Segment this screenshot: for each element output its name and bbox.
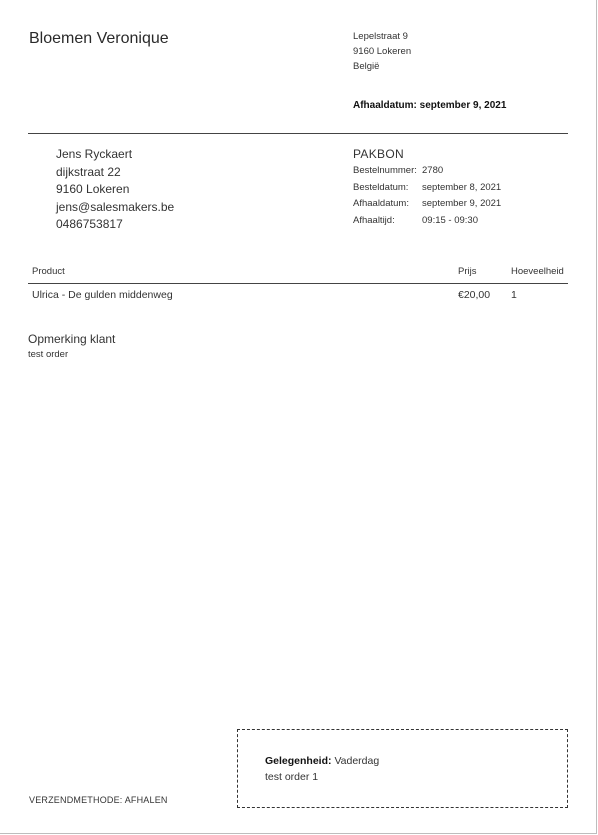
shipping-method: VERZENDMETHODE: AFHALEN	[29, 795, 168, 805]
remark-title: Opmerking klant	[28, 332, 116, 346]
meta-order-date	[353, 180, 501, 197]
meta-pickup-time	[353, 213, 501, 230]
meta-value: september 9, 2021	[422, 198, 502, 209]
customer-city: 9160 Lokeren	[56, 182, 130, 196]
pickup-date-header: Afhaaldatum: september 9, 2021	[353, 100, 507, 111]
meta-value: september 8, 2021	[422, 181, 502, 193]
table-row	[28, 289, 568, 303]
meta-label: Afhaaldatum:	[353, 198, 409, 209]
header-quantity: Hoeveelheid	[511, 266, 564, 277]
products-table-header	[28, 266, 568, 284]
occasion-line	[265, 755, 379, 767]
meta-label: Bestelnummer:	[353, 165, 417, 176]
row-product: Ulrica - De gulden middenweg	[32, 289, 173, 301]
remark-text: test order	[28, 349, 69, 360]
document-title: PAKBON	[353, 147, 404, 161]
occasion-box	[237, 729, 568, 808]
row-quantity: 1	[511, 289, 517, 301]
meta-pickup-date	[353, 196, 501, 213]
occasion-label: Gelegenheid:	[265, 755, 332, 767]
customer-phone: 0486753817	[56, 217, 123, 231]
meta-order-number	[353, 163, 501, 180]
header-price: Prijs	[458, 266, 477, 277]
meta-label: Besteldatum:	[353, 181, 409, 193]
shop-address-city: 9160 Lokeren	[353, 46, 412, 57]
customer-email: jens@salesmakers.be	[56, 199, 175, 214]
row-price: €20,00	[458, 289, 491, 301]
meta-value: 09:15 - 09:30	[422, 214, 478, 226]
occasion-note: test order 1	[265, 771, 319, 783]
shop-address	[353, 29, 411, 74]
order-meta	[353, 163, 501, 229]
header-divider	[28, 133, 568, 134]
meta-value: 2780	[422, 165, 444, 176]
occasion-value: Vaderdag	[334, 755, 380, 767]
header-product: Product	[32, 266, 65, 277]
customer-address	[56, 146, 174, 234]
customer-street: dijkstraat 22	[56, 164, 121, 179]
shop-address-country: België	[353, 61, 380, 72]
shop-address-street: Lepelstraat 9	[353, 31, 408, 42]
customer-name: Jens Ryckaert	[56, 147, 133, 161]
shop-name: Bloemen Veronique	[29, 30, 169, 47]
meta-label: Afhaaltijd:	[353, 214, 395, 226]
